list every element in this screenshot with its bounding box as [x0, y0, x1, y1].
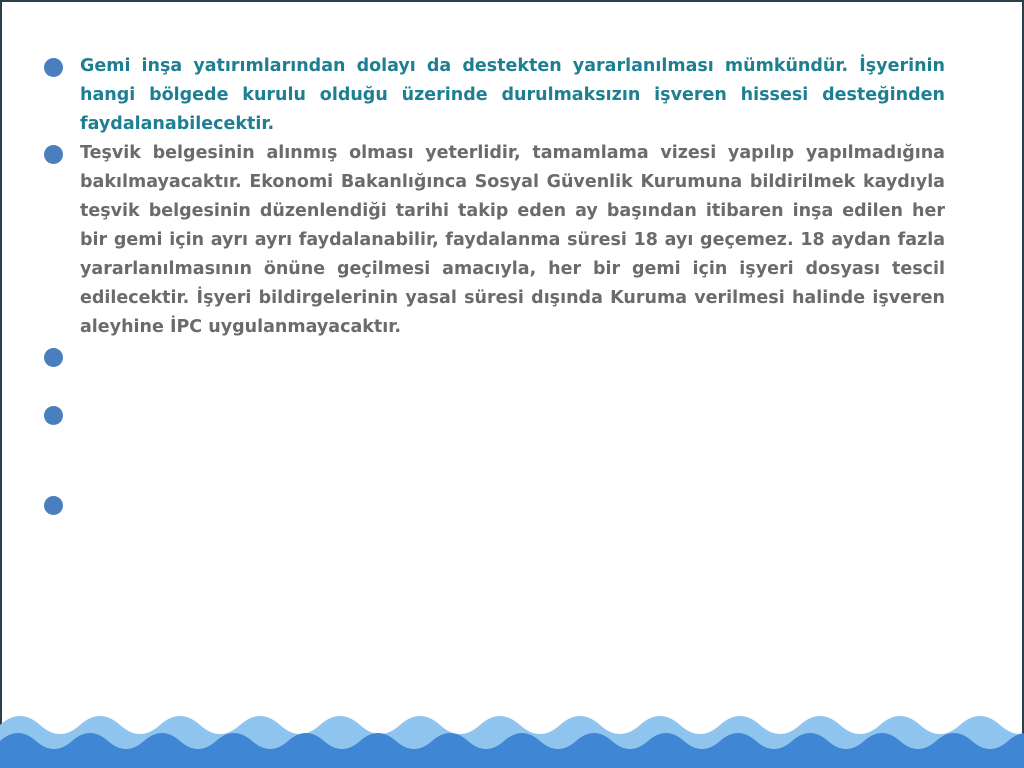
wave-front: [0, 733, 1024, 768]
empty-bullet-dot-icon: [44, 348, 63, 367]
bullet-text: Teşvik belgesinin alınmış olması yeterlidir, tamamlama vizesi yapılıp yapılmadığına bakılmayacaktır. Ekonomi Bakanlığınca Sosyal Güvenlik Kurumuna bildirilmek kaydıyla teşvik belgesinin düzenlendiği tarihi takip eden ay başından itibaren inşa edilen her bir gemi için ayrı ayrı faydalanabilir, faydalanma süresi 18 ayı geçemez. 18 aydan fazla yararlanılmasının önüne geçilmesi amacıyla, her bir gemi için işyeri dosyası tescil edilecektir. İşyeri bildirgelerinin yasal süresi dışında Kuruma verilmesi halinde işveren aleyhine İPC uygulanmayacaktır.: [80, 143, 945, 337]
bullet-dot-icon: [44, 58, 63, 77]
bullet-dot-icon: [44, 145, 63, 164]
bullet-text: Gemi inşa yatırımlarından dolayı da destekten yararlanılması mümkündür. İşyerinin hangi bölgede kurulu olduğu üzerinde durulmaksızın işveren hissesi desteğinden faydalanabilecektir.: [80, 56, 945, 134]
wave-decoration: [0, 705, 1024, 768]
empty-bullet-dot-icon: [44, 406, 63, 425]
bullet-item-incentive-certificate: [40, 139, 945, 342]
frame-border-left: [0, 0, 2, 768]
bullet-item-shipbuilding: [40, 52, 945, 139]
empty-bullet-dot-icon: [44, 496, 63, 515]
frame-border-top: [0, 0, 1024, 2]
bullet-list: [40, 52, 945, 342]
